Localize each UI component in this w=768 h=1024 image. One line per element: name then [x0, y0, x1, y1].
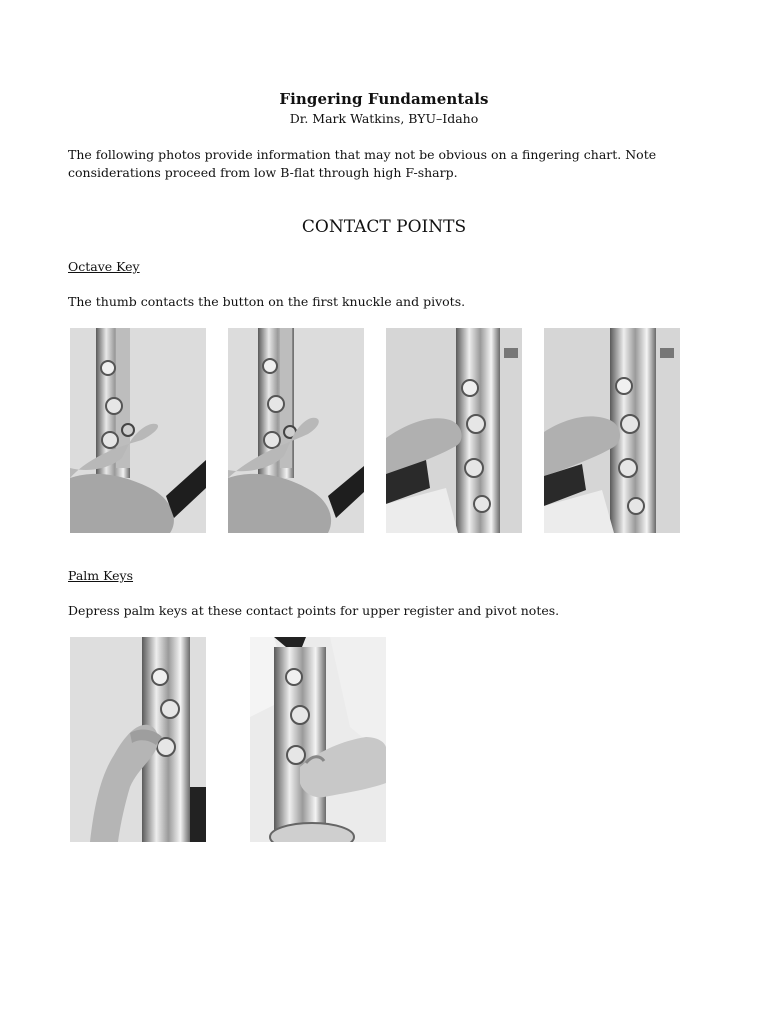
octave-key-photo-4 [544, 328, 680, 533]
octave-key-heading: Octave Key [68, 259, 140, 274]
palm-keys-photo-2 [250, 637, 386, 842]
document-title: Fingering Fundamentals [279, 90, 489, 108]
octave-key-text: The thumb contacts the button on the first knuckle and pivots. [68, 294, 466, 309]
section-heading: CONTACT POINTS [301, 217, 467, 237]
octave-key-photo-2 [228, 328, 364, 533]
octave-key-photo-3 [386, 328, 522, 533]
palm-keys-text: Depress palm keys at these contact points for upper register and pivot notes. [68, 603, 560, 618]
intro-paragraph [68, 146, 698, 182]
document-author: Dr. Mark Watkins, BYU–Idaho [289, 111, 479, 126]
palm-keys-heading: Palm Keys [68, 568, 134, 583]
palm-keys-photo-1 [70, 637, 206, 842]
intro-line-2: considerations proceed from low B-flat through high F-sharp. [68, 165, 458, 180]
intro-line-1: The following photos provide information that may not be obvious on a fingering chart. Note [68, 147, 657, 162]
octave-key-photo-1 [70, 328, 206, 533]
